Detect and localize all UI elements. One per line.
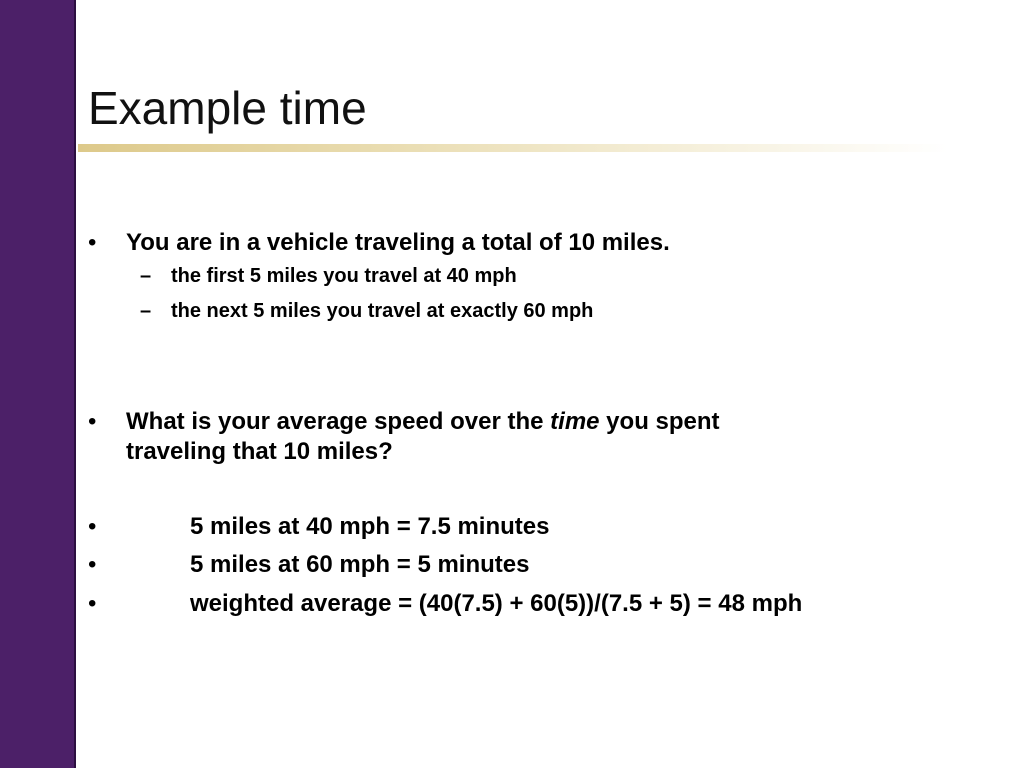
bullet-2-emphasis: time: [550, 408, 600, 435]
dash-marker: –: [140, 300, 152, 322]
bullet-marker: •: [88, 229, 97, 256]
dash-marker: –: [140, 265, 152, 287]
bullet-marker: •: [88, 513, 97, 540]
bullet-marker: •: [88, 590, 97, 617]
bullet-1-text: You are in a vehicle traveling a total of 10 miles.: [126, 229, 670, 256]
sidebar-band: [0, 0, 76, 768]
bullet-2-line-2: traveling that 10 miles?: [126, 438, 393, 465]
sub-bullet-2: the next 5 miles you travel at exactly 60 mph: [171, 300, 594, 322]
bullet-marker: •: [88, 408, 97, 435]
title-underline: [78, 144, 948, 152]
bullet-5-text: weighted average = (40(7.5) + 60(5))/(7.5 + 5) = 48 mph: [190, 590, 803, 617]
bullet-2-text-before: What is your average speed over the: [126, 408, 551, 435]
bullet-2-text-after: you spent: [599, 408, 720, 435]
sub-bullet-1: the first 5 miles you travel at 40 mph: [171, 265, 517, 287]
bullet-3-text: 5 miles at 40 mph = 7.5 minutes: [190, 513, 550, 540]
slide-title: Example time: [88, 82, 367, 134]
bullet-4-text: 5 miles at 60 mph = 5 minutes: [190, 551, 530, 578]
bullet-2-line-1: [126, 407, 720, 437]
bullet-marker: •: [88, 551, 97, 578]
